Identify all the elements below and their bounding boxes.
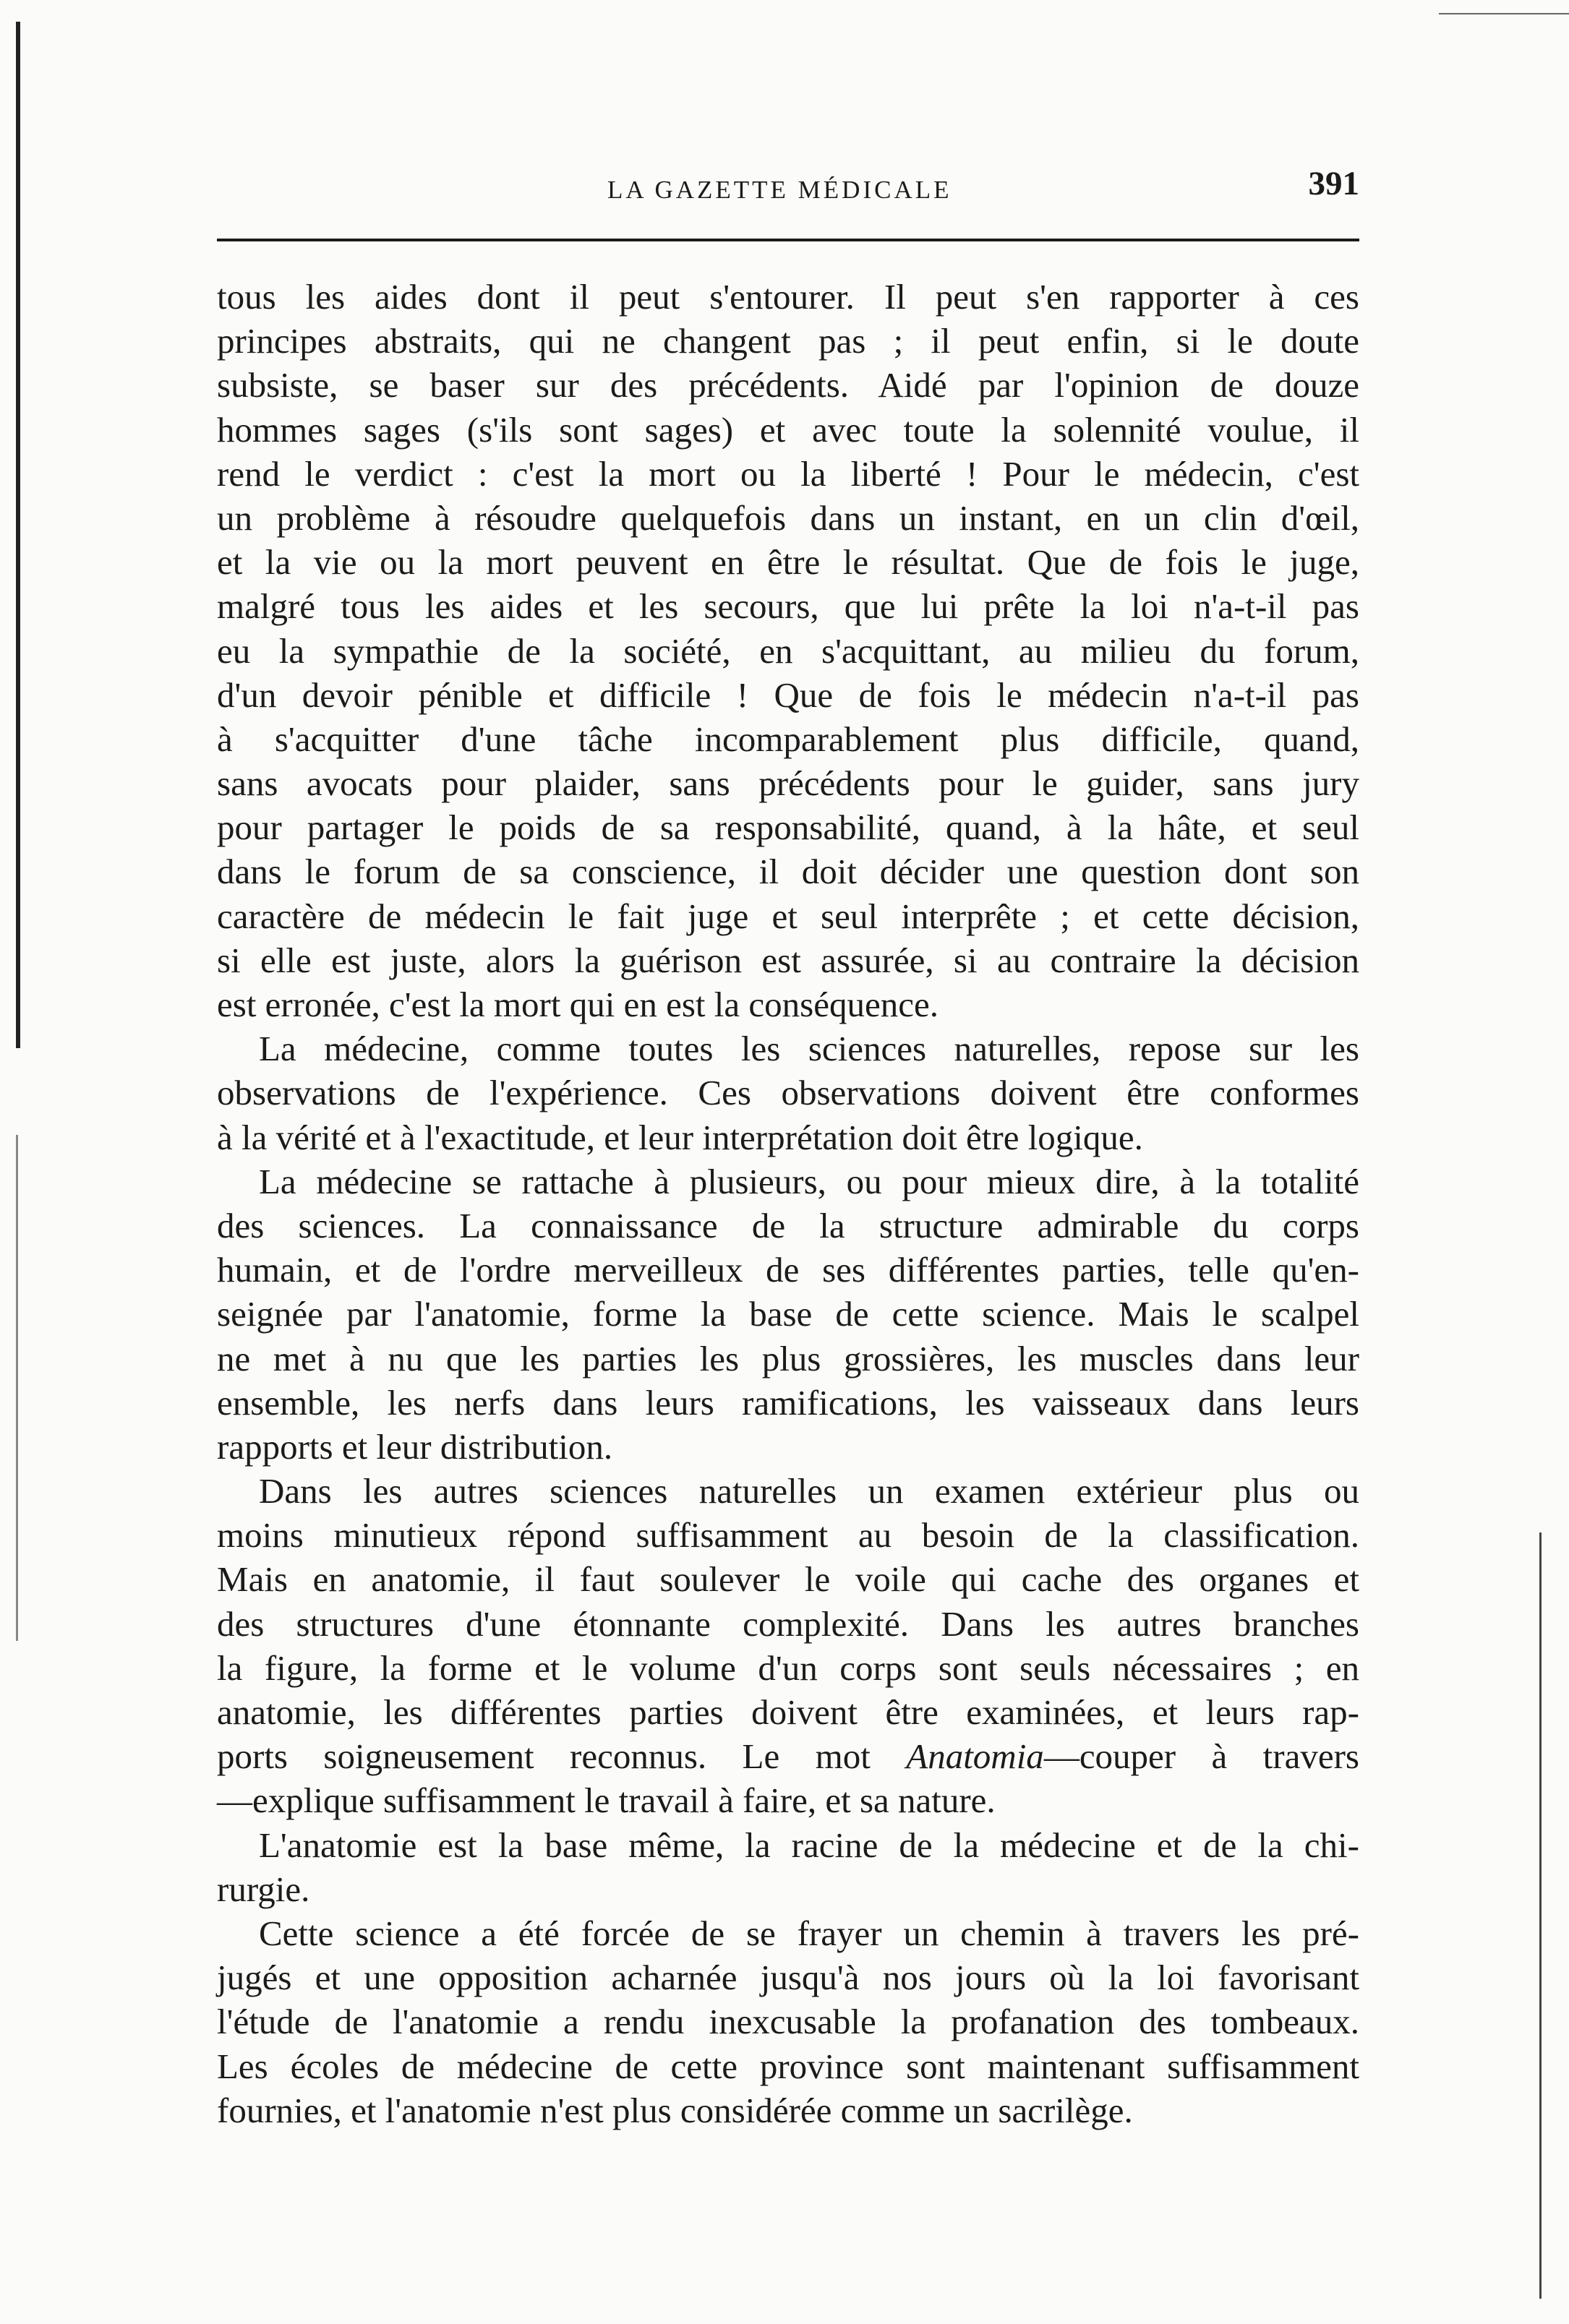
text-line: caractère de médecin le fait juge et seul interprête ; et cette décision, [217, 896, 1359, 936]
text-line: observations de l'expérience. Ces observations doivent être conformes [217, 1073, 1359, 1113]
text-line: principes abstraits, qui ne changent pas ; il peut enfin, si le doute [217, 321, 1359, 361]
header-rule [217, 239, 1359, 241]
text-line: ne met à nu que les parties les plus grossières, les muscles dans leur [217, 1338, 1359, 1378]
paragraph [217, 1159, 1359, 1469]
top-right-rule [1439, 13, 1569, 14]
text-line: tous les aides dont il peut s'entourer. Il peut s'en rapporter à ces [217, 277, 1359, 317]
text-line: Mais en anatomie, il faut soulever le voile qui cache des organes et [217, 1559, 1359, 1600]
text-line: des sciences. La connaissance de la structure admirable du corps [217, 1205, 1359, 1245]
text-line: La médecine se rattache à plusieurs, ou pour mieux dire, à la totalité [259, 1161, 1359, 1201]
page-edge-mark-lower [16, 1135, 18, 1641]
text-line: fournies, et l'anatomie n'est plus considérée comme un sacrilège. [217, 2090, 1133, 2130]
text-line: et la vie ou la mort peuvent en être le résultat. Que de fois le juge, [217, 542, 1359, 583]
text-segment: —couper à travers [1043, 1736, 1359, 1777]
text-line: dans le forum de sa conscience, il doit décider une question dont son [217, 852, 1359, 892]
text-line: est erronée, c'est la mort qui en est la conséquence. [217, 985, 939, 1024]
text-line: anatomie, les différentes parties doivent être examinées, et leurs rap- [217, 1692, 1359, 1732]
text-line: hommes sages (s'ils sont sages) et avec toute la solennité voulue, il [217, 409, 1359, 450]
text-line: Dans les autres sciences naturelles un examen extérieur plus ou [259, 1471, 1359, 1512]
text-line: moins minutieux répond suffisamment au besoin de la classification. [217, 1515, 1359, 1556]
text-line: Cette science a été forcée de se frayer un chemin à travers les pré- [259, 1913, 1359, 1953]
text-line: jugés et une opposition acharnée jusqu'à nos jours où la loi favorisant [217, 1958, 1359, 1998]
italic-word: Anatomia [906, 1736, 1044, 1777]
text-line: des structures d'une étonnante complexité. Dans les autres branches [217, 1603, 1359, 1644]
paragraph [217, 275, 1359, 1026]
text-line: La médecine, comme toutes les sciences naturelles, repose sur les [259, 1029, 1359, 1069]
paragraph [217, 1823, 1359, 1911]
running-title: LA GAZETTE MÉDICALE [607, 176, 952, 204]
text-segment: ports soigneusement reconnus. Le mot [217, 1736, 907, 1777]
text-line: humain, et de l'ordre merveilleux de ses différentes parties, telle qu'en- [217, 1250, 1359, 1290]
right-edge-mark [1539, 1532, 1542, 2299]
text-line-with-italic [217, 1734, 1359, 1778]
text-line: L'anatomie est la base même, la racine de la médecine et de la chi- [259, 1825, 1359, 1865]
paragraph [217, 1026, 1359, 1159]
text-line: subsiste, se baser sur des précédents. Aidé par l'opinion de douze [217, 365, 1359, 406]
text-line: —explique suffisamment le travail à faire, et sa nature. [217, 1780, 996, 1821]
text-line: ensemble, les nerfs dans leurs ramifications, les vaisseaux dans leurs [217, 1382, 1359, 1423]
text-line: rend le verdict : c'est la mort ou la liberté ! Pour le médecin, c'est [217, 453, 1359, 494]
paragraph [217, 1911, 1359, 2132]
text-line: à s'acquitter d'une tâche incomparablement plus difficile, quand, [217, 719, 1359, 759]
text-line: un problème à résoudre quelquefois dans un instant, en un clin d'œil, [217, 497, 1359, 538]
text-line: sans avocats pour plaider, sans précédents pour le guider, sans jury [217, 763, 1359, 804]
text-line: pour partager le poids de sa responsabilité, quand, à la hâte, et seul [217, 807, 1359, 848]
text-line: Les écoles de médecine de cette province sont maintenant suffisamment [217, 2046, 1359, 2086]
text-line: rurgie. [217, 1869, 310, 1909]
page-header [217, 163, 1374, 213]
paragraph [217, 1469, 1359, 1823]
page-edge-mark [16, 22, 20, 1048]
text-line: la figure, la forme et le volume d'un corps sont seuls nécessaires ; en [217, 1647, 1359, 1688]
text-line: d'un devoir pénible et difficile ! Que de fois le médecin n'a-t-il pas [217, 674, 1359, 715]
page-number: 391 [1308, 165, 1359, 202]
text-line: l'étude de l'anatomie a rendu inexcusable la profanation des tombeaux. [217, 2002, 1359, 2042]
text-line: rapports et leur distribution. [217, 1426, 613, 1467]
text-line: malgré tous les aides et les secours, que lui prête la loi n'a-t-il pas [217, 586, 1359, 627]
text-line: si elle est juste, alors la guérison est assurée, si au contraire la décision [217, 940, 1359, 980]
text-line: à la vérité et à l'exactitude, et leur interprétation doit être logique. [217, 1117, 1143, 1157]
body-text [217, 275, 1359, 2132]
text-line: eu la sympathie de la société, en s'acquittant, au milieu du forum, [217, 630, 1359, 671]
text-line: seignée par l'anatomie, forme la base de cette science. Mais le scalpel [217, 1294, 1359, 1334]
